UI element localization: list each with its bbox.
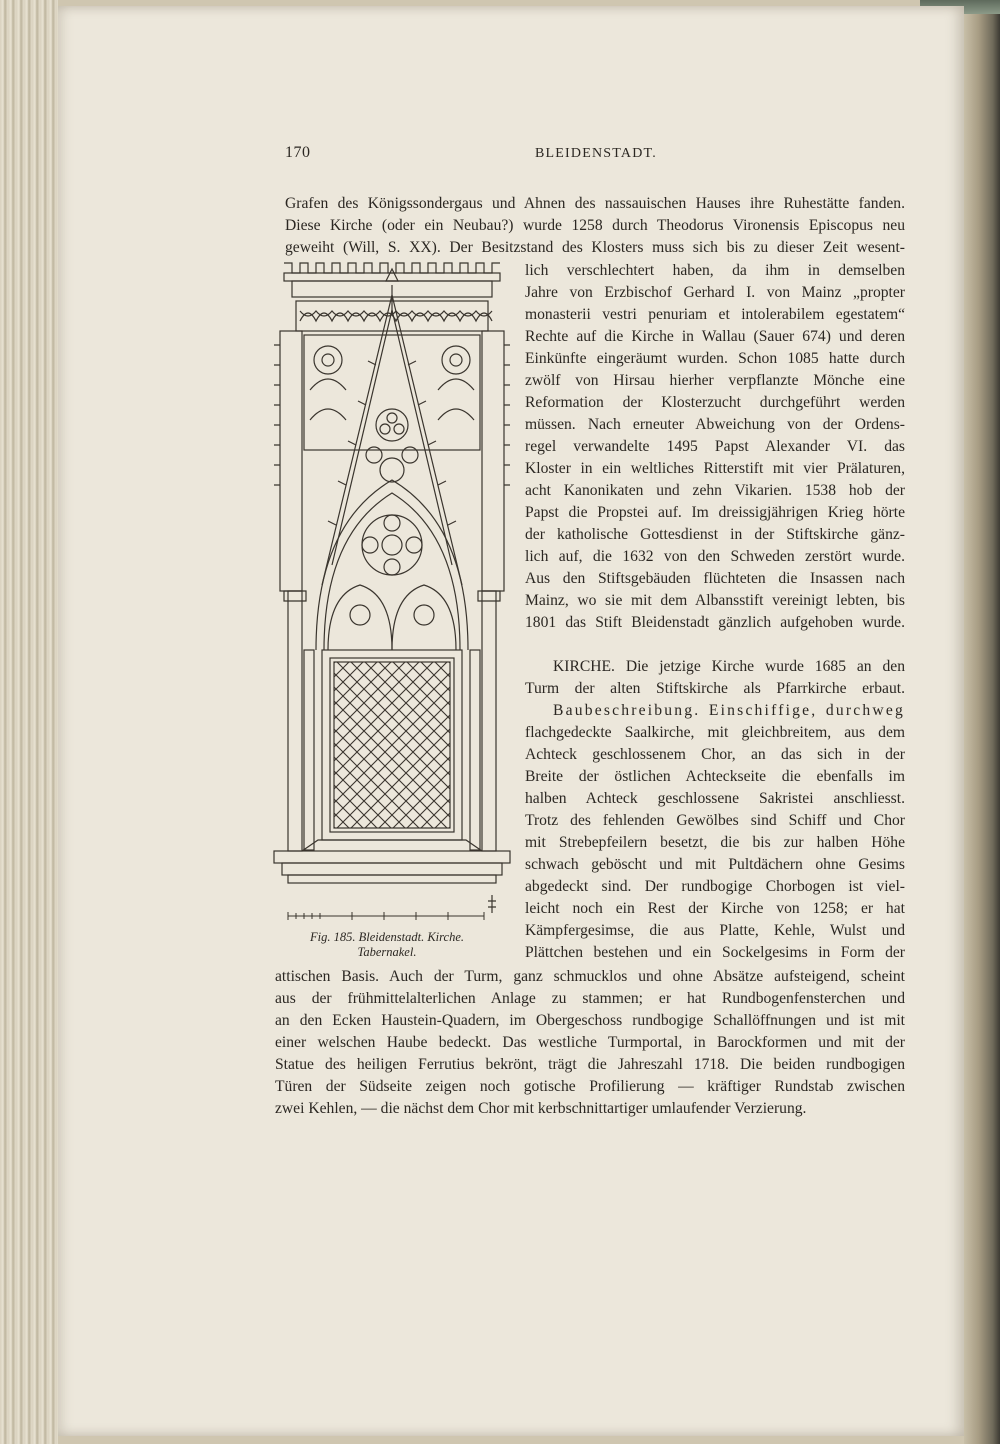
text-line: acht Kanonikaten und zehn Vikarien. 1538 hob der [525, 482, 905, 499]
text-line: monasterii vestri penuriam et intolerabilem egestatem“ [525, 306, 905, 323]
running-head: BLEIDENSTADT. [535, 146, 657, 161]
figure-caption [282, 930, 492, 960]
text-line: Plättchen bestehen und ein Sockelgesims in Form der [525, 944, 905, 961]
text-line: Trotz des fehlenden Gewölbes sind Schiff und Chor [525, 812, 905, 829]
text-line: flachgedeckte Saalkirche, mit gleichbreitem, aus dem [525, 724, 905, 741]
text-line: Achteck geschlossenem Chor, an das sich in der [525, 746, 905, 763]
text-line: Mainz, wo sie mit dem Albansstift vereinigt lebten, bis [525, 592, 905, 609]
text-line: Grafen des Königssondergaus und Ahnen des nassauischen Hauses ihre Ruhestätte fanden. [285, 195, 905, 212]
text-line: mit Strebepfeilern besetzt, die bis zur halben Höhe [525, 834, 905, 851]
text-line: Turm der alten Stiftskirche als Pfarrkirche erbaut. [525, 680, 905, 697]
text-line: Aus den Stiftsgebäuden flüchteten die Insassen nach [525, 570, 905, 587]
text-line: halben Achteck geschlossene Sakristei anschliesst. [525, 790, 905, 807]
text-line: schwach geböscht und mit Pultdächern ohne Gesims [525, 856, 905, 873]
text-line: geweiht (Will, S. XX). Der Besitzstand des Klosters muss sich bis zu dieser Zeit wesent- [285, 239, 905, 256]
text-line: der katholische Gottesdienst in der Stiftskirche gänz- [525, 526, 905, 543]
text-line: müssen. Nach erneuter Abweichung von der Ordens- [525, 416, 905, 433]
text-line: Rechte auf die Kirche in Wallau (Sauer 674) und deren [525, 328, 905, 345]
book-spine-edge [964, 0, 1000, 1444]
text-line: Einkünfte eingeräumt wurden. Schon 1085 hatte durch [525, 350, 905, 367]
text-line: Papst die Propstei auf. Im dreissigjährigen Krieg hörte [525, 504, 905, 521]
caption-line: Tabernakel. [357, 945, 417, 959]
text-line: Kämpfergesimse, die aus Platte, Kehle, Wulst und [525, 922, 905, 939]
text-line: Kloster in ein weltliches Ritterstift mit vier Prälaturen, [525, 460, 905, 477]
text-line: einer welschen Haube bedeckt. Das westliche Turmportal, in Barockformen und mit der [275, 1034, 905, 1051]
caption-line: Fig. 185. Bleidenstadt. Kirche. [309, 930, 465, 944]
text-line: Reformation der Klosterzucht durchgeführt werden [525, 394, 905, 411]
text-line: 1801 das Stift Bleidenstadt gänzlich aufgehoben wurde. [525, 614, 905, 631]
text-line: lich verschlechtert haben, da ihm in demselben [525, 262, 905, 279]
book-page-edges [0, 0, 58, 1444]
text-line: zwei Kehlen, — die nächst dem Chor mit kerbschnittartiger umlaufender Verzierung. [275, 1100, 807, 1117]
page-number: 170 [285, 144, 311, 161]
text-line: Breite der östlichen Achteckseite die ebenfalls im [525, 768, 905, 785]
text-line: an den Ecken Haustein-Quadern, im Obergeschoss rundbogige Schallöffnungen und ist mit [275, 1012, 905, 1029]
text-line: leicht noch ein Rest der Kirche von 1258; er hat [525, 900, 905, 917]
text-line: Diese Kirche (oder ein Neubau?) wurde 1258 durch Theodorus Vironensis Episcopus neu [285, 217, 905, 234]
subheading-line: Baubeschreibung. Einschiffige, durchweg [553, 702, 905, 719]
text-line: Statue des heiligen Ferrutius bekrönt, trägt die Jahreszahl 1718. Die beiden rundbogigen [275, 1056, 905, 1073]
text-line: lich auf, die 1632 von den Schweden zerstört wurde. [525, 548, 905, 565]
scale-bar [286, 910, 486, 922]
text-line: zwölf von Hirsau hierher verpflanzte Mönche eine [525, 372, 905, 389]
text-line: abgedeckt sind. Der rundbogige Chorbogen ist viel- [525, 878, 905, 895]
text-line: regel verwandelte 1495 Papst Alexander VI. das [525, 438, 905, 455]
tabernacle-illustration [266, 255, 512, 935]
page-header [285, 144, 905, 168]
text-line: aus der frühmittelalterlichen Anlage zu stammen; er hat Rundbogenfensterchen und [275, 990, 905, 1007]
text-line: Jahre von Erzbischof Gerhard I. von Mainz „propter [525, 284, 905, 301]
text-line: attischen Basis. Auch der Turm, ganz schmucklos und ohne Absätze aufsteigend, scheint [275, 968, 905, 985]
text-line: Türen der Südseite zeigen noch gotische Profilierung — kräftiger Rundstab zwischen [275, 1078, 905, 1095]
section-heading-line: KIRCHE. Die jetzige Kirche wurde 1685 an den [553, 658, 905, 675]
